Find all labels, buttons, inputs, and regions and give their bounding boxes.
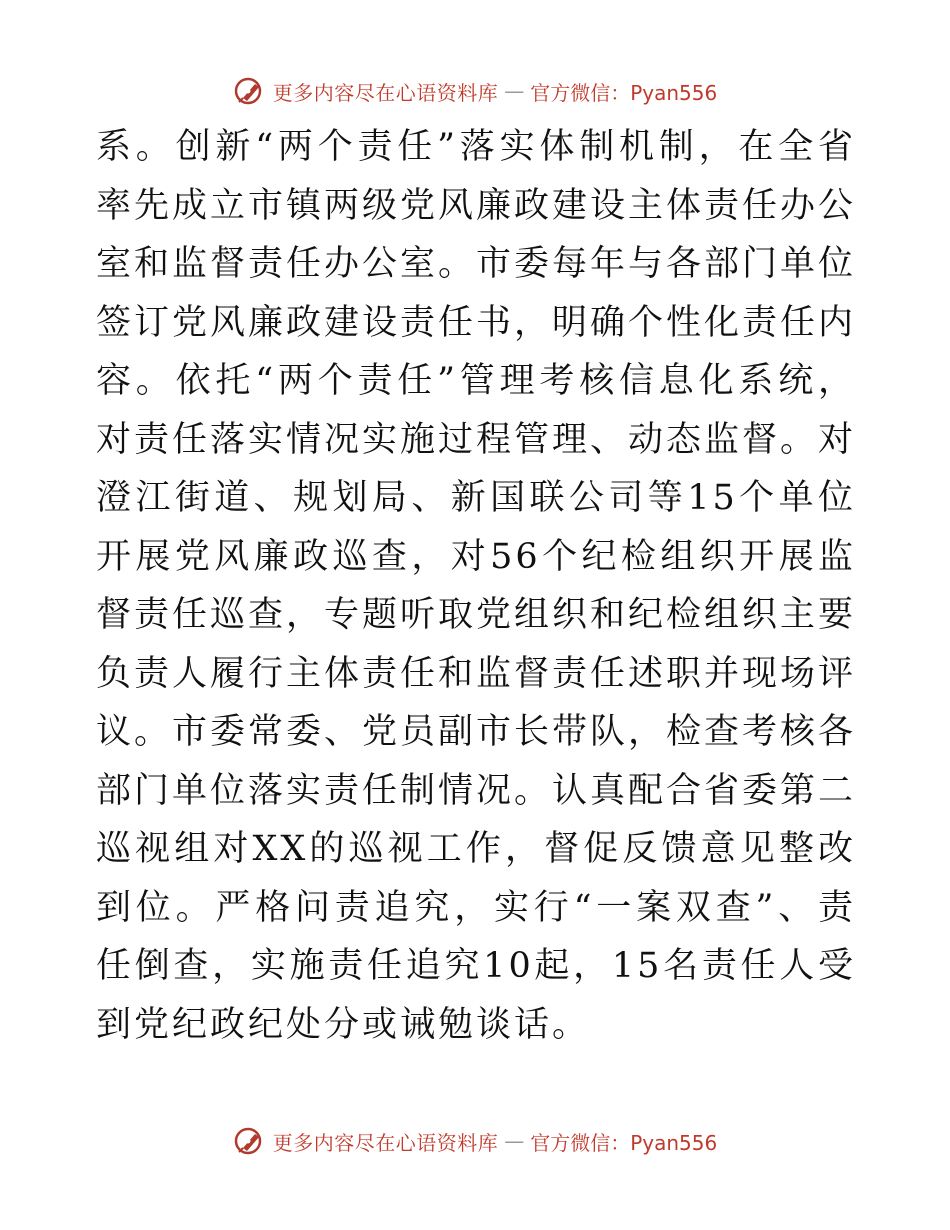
watermark-account: 官方微信：Pyan556 <box>530 80 718 105</box>
body-paragraph: 系。创新“两个责任”落实体制机制，在全省率先成立市镇两级党风廉政建设主体责任办公室和监督责任办公室。市委每年与各部门单位签订党风廉政建设责任书，明确个性化责任内容。依托“两个责任”管理考核信息化系统，对责任落实情况实施过程管理、动态监督。对澄江街道、规划局、新国联公司等15个单位开展党风廉政巡查，对56个纪检组织开展监督责任巡查，专题听取党组织和纪检组织主要负责人履行主体责任和监督责任述职并现场评议。市委常委、党员副市长带队，检查考核各部门单位落实责任制情况。认真配合省委第二巡视组对XX的巡视工作，督促反馈意见整改到位。严格问责追究，实行“一案双查”、责任倒查，实施责任追究10起，15名责任人受到党纪政纪处分或诫勉谈话。 <box>96 127 857 1045</box>
header-watermark <box>0 76 950 106</box>
document-body <box>96 118 856 1054</box>
watermark-separator: — <box>504 1129 525 1153</box>
watermark-separator: — <box>504 79 525 103</box>
watermark-account: 官方微信：Pyan556 <box>530 1130 718 1155</box>
watermark-text: 更多内容尽在心语资料库 <box>272 1130 499 1155</box>
footer-watermark <box>0 1126 950 1156</box>
pen-nib-circle-icon <box>233 76 267 106</box>
pen-nib-circle-icon <box>233 1126 267 1156</box>
watermark-text: 更多内容尽在心语资料库 <box>272 80 499 105</box>
